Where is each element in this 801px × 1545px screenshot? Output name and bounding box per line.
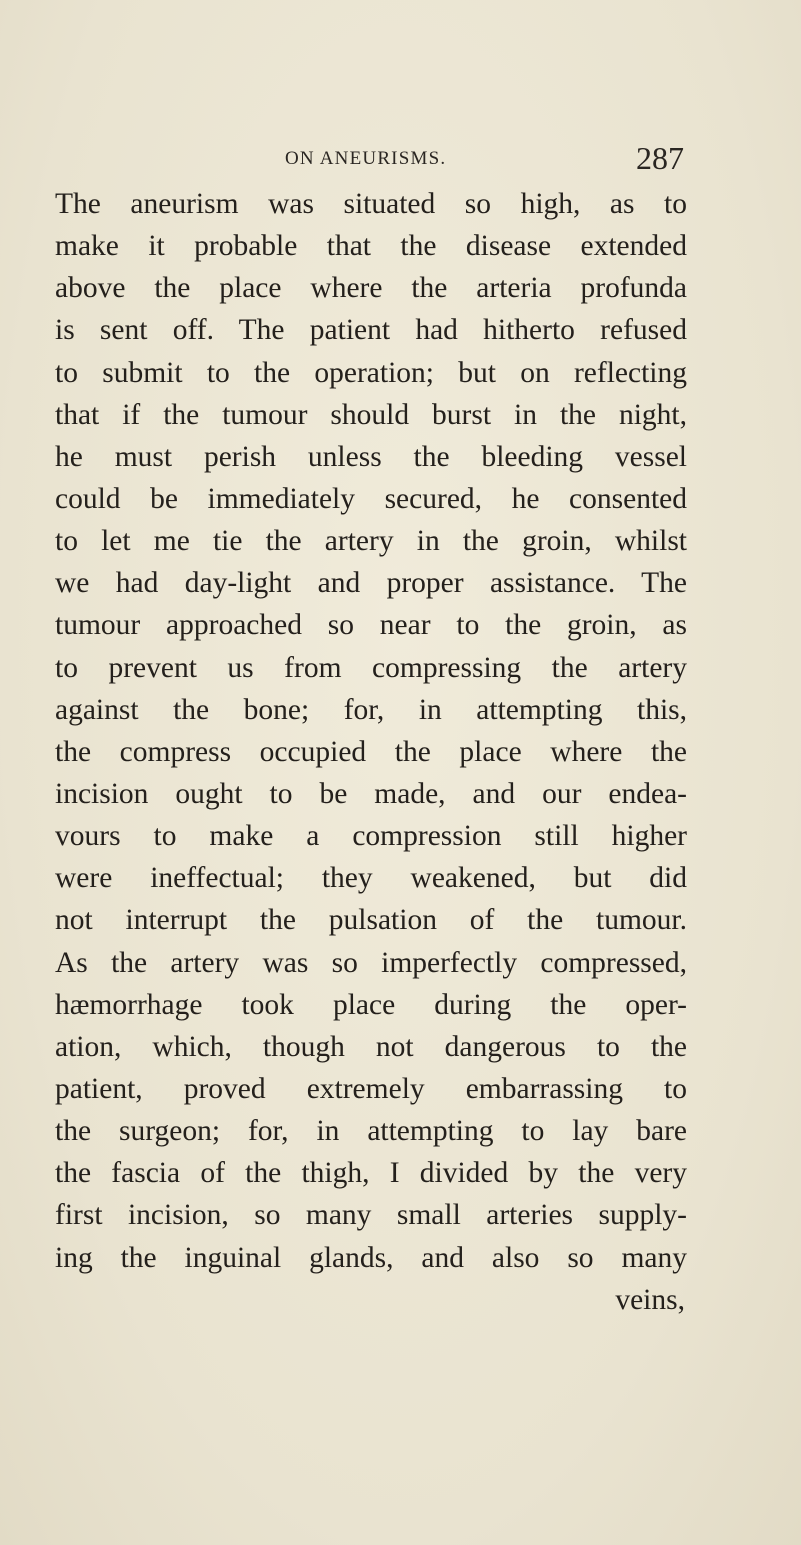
running-head [0, 142, 801, 182]
text-line: the compress occupied the place where the [55, 735, 687, 768]
text-line: we had day-light and proper assistance. The [55, 567, 687, 600]
page-number: 287 [636, 140, 684, 176]
text-line: ation, which, though not dangerous to the [55, 1030, 687, 1063]
text-line: to submit to the operation; but on reflecting [55, 356, 687, 389]
text-line: could be immediately secured, he consented [55, 482, 687, 515]
text-line: above the place where the arteria profunda [55, 272, 687, 305]
text-line: to prevent us from compressing the artery [55, 651, 687, 684]
text-line: As the artery was so imperfectly compressed, [55, 946, 687, 979]
text-line: first incision, so many small arteries supply- [55, 1199, 687, 1232]
text-line: patient, proved extremely embarrassing to [55, 1072, 687, 1105]
text-line: vours to make a compression still higher [55, 820, 687, 853]
text-line: make it probable that the disease extended [55, 230, 687, 263]
text-line: against the bone; for, in attempting this, [55, 693, 687, 726]
text-line: ing the inguinal glands, and also so many [55, 1241, 687, 1274]
text-line: is sent off. The patient had hitherto refused [55, 314, 687, 347]
text-line: the fascia of the thigh, I divided by the very [55, 1157, 687, 1190]
text-line: not interrupt the pulsation of the tumour. [55, 904, 687, 937]
text-line: he must perish unless the bleeding vessel [55, 440, 687, 473]
text-line: incision ought to be made, and our endea- [55, 777, 687, 810]
text-line: to let me tie the artery in the groin, whilst [55, 525, 687, 558]
text-line: The aneurism was situated so high, as to [55, 188, 687, 220]
catchword: veins, [615, 1283, 685, 1316]
text-line: the surgeon; for, in attempting to lay bare [55, 1115, 687, 1148]
text-line: hæmorrhage took place during the oper- [55, 988, 687, 1021]
text-line: tumour approached so near to the groin, as [55, 609, 687, 642]
text-line: that if the tumour should burst in the night, [55, 398, 687, 431]
running-title: ON ANEURISMS. [285, 148, 447, 169]
body-text [55, 183, 687, 1321]
text-line: were ineffectual; they weakened, but did [55, 862, 687, 895]
